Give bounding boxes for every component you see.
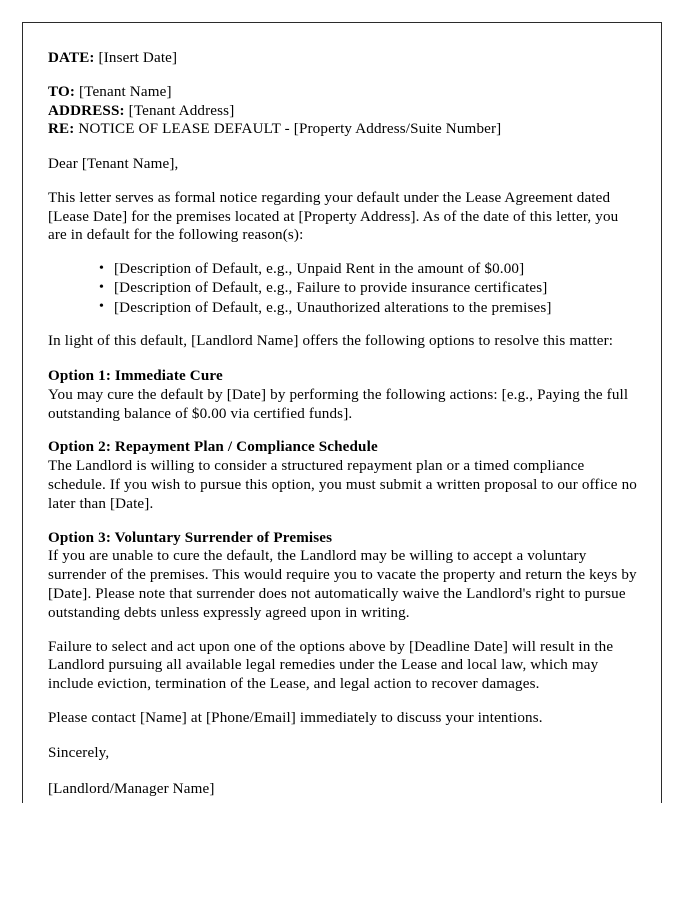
list-item: • [Description of Default, e.g., Failure to provide insurance certificates] — [99, 279, 637, 298]
closing-salutation: Sincerely, — [48, 744, 110, 761]
option-3-block — [48, 529, 637, 623]
address-value: [Tenant Address] — [128, 102, 235, 119]
options-intro-paragraph: In light of this default, [Landlord Name] offers the following options to resolve this matter: — [48, 333, 614, 350]
date-block — [48, 49, 637, 67]
to-line — [48, 83, 637, 101]
date-line — [48, 49, 637, 67]
re-value: NOTICE OF LEASE DEFAULT - [Property Address/Suite Number] — [78, 121, 502, 138]
consequences-block — [48, 638, 637, 694]
signature-block — [48, 744, 637, 798]
to-value: [Tenant Name] — [78, 84, 172, 101]
option-2-block — [48, 438, 637, 513]
option-3-body: If you are unable to cure the default, the Landlord may be willing to accept a voluntary surrender of the premises. This would require you to vacate the property and return the keys by [Date]. Please note that surrender does not automatically waive the Landlord's right to pursue outstanding debts unless expressly agreed upon in writing. — [48, 548, 637, 621]
signature-name: [Landlord/Manager Name] — [48, 780, 215, 797]
recipient-block — [48, 83, 637, 138]
default-reasons-list — [48, 260, 637, 317]
contact-paragraph: Please contact [Name] at [Phone/Email] immediately to discuss your intentions. — [48, 710, 543, 727]
intro-paragraph: This letter serves as formal notice regarding your default under the Lease Agreement dated [Lease Date] for the premises located at [Property Address]. As of the date of this letter, you are in default for the following reason(s): — [48, 190, 619, 244]
re-label: RE: — [48, 121, 75, 138]
option-2-body: The Landlord is willing to consider a structured repayment plan or a timed compliance schedule. If you wish to pursue this option, you must submit a written proposal to our office no later than [Date]. — [48, 458, 637, 512]
address-line — [48, 102, 637, 120]
option-3-heading: Option 3: Voluntary Surrender of Premises — [48, 529, 333, 546]
option-1-body: You may cure the default by [Date] by performing the following actions: [e.g., Paying the full outstanding balance of $0.00 via certified funds]. — [48, 386, 629, 422]
salutation: Dear [Tenant Name], — [48, 155, 179, 172]
contact-block — [48, 709, 637, 728]
options-intro-block — [48, 332, 637, 351]
list-item: • [Description of Default, e.g., Unpaid Rent in the amount of $0.00] — [99, 260, 637, 279]
option-2-heading: Option 2: Repayment Plan / Compliance Schedule — [48, 439, 378, 456]
list-item: • [Description of Default, e.g., Unauthorized alterations to the premises] — [99, 299, 637, 318]
to-label: TO: — [48, 84, 76, 101]
document-page — [22, 22, 662, 803]
option-1-heading: Option 1: Immediate Cure — [48, 367, 223, 384]
re-line — [48, 120, 637, 138]
address-label: ADDRESS: — [48, 102, 125, 119]
letter-body — [48, 49, 637, 798]
consequences-paragraph: Failure to select and act upon one of the options above by [Deadline Date] will result in the Landlord pursuing all available legal remedies under the Lease and local law, which may include eviction, termination of the Lease, and legal action to recover damages. — [48, 638, 614, 692]
salutation-block — [48, 155, 637, 174]
date-value: [Insert Date] — [98, 50, 178, 66]
document-content-area — [23, 23, 661, 798]
date-label: DATE: — [48, 50, 95, 66]
option-1-block — [48, 367, 637, 423]
intro-block — [48, 189, 637, 245]
